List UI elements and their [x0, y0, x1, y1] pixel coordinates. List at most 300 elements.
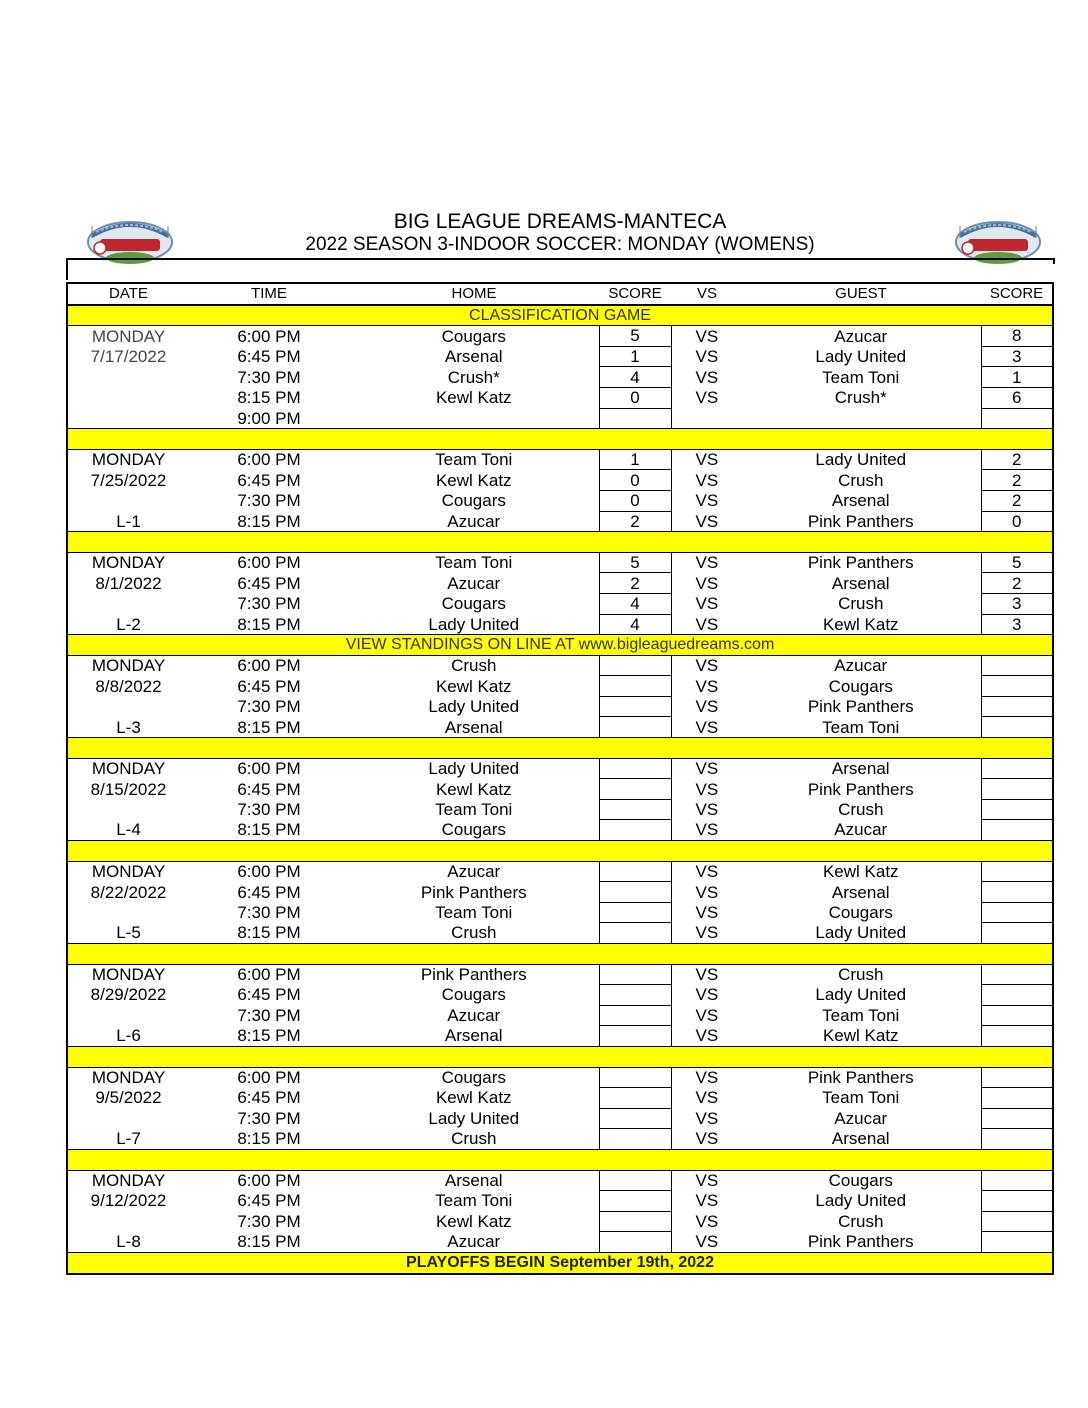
home-team: Kewl Katz — [435, 388, 512, 408]
game-time: 7:30 PM — [237, 1006, 301, 1026]
home-team: Azucar — [447, 862, 501, 882]
home-team: Pink Panthers — [420, 965, 527, 985]
header-frame — [66, 258, 1053, 280]
guest-score — [981, 882, 1053, 903]
game-time: 6:00 PM — [237, 553, 301, 573]
week-league: L-8 — [116, 1232, 141, 1252]
week-date: 8/8/2022 — [95, 676, 162, 696]
game-time: 7:30 PM — [237, 903, 301, 923]
week-separator — [67, 1046, 1053, 1067]
week-separator — [67, 841, 1053, 862]
home-team: Lady United — [428, 1109, 520, 1129]
guest-score: 3 — [981, 614, 1053, 635]
home-score — [599, 1067, 671, 1088]
guest-team: Pink Panthers — [807, 553, 914, 573]
game-time: 8:15 PM — [237, 511, 301, 531]
guest-score: 8 — [981, 326, 1053, 347]
guest-team: Arsenal — [831, 491, 890, 511]
home-team: Arsenal — [444, 1171, 503, 1191]
game-row — [67, 1129, 1053, 1150]
home-team: Lady United — [428, 697, 520, 717]
home-score — [599, 1211, 671, 1232]
game-row — [67, 1088, 1053, 1109]
game-time: 8:15 PM — [237, 717, 301, 737]
guest-team: Arsenal — [831, 573, 890, 593]
week-league: L-2 — [116, 614, 141, 634]
game-time: 6:00 PM — [237, 1171, 301, 1191]
guest-team: Arsenal — [831, 882, 890, 902]
guest-team: Kewl Katz — [822, 614, 899, 634]
game-row — [67, 676, 1053, 697]
home-score — [599, 1170, 671, 1191]
home-team: Lady United — [428, 759, 520, 779]
guest-team: Pink Panthers — [807, 697, 914, 717]
guest-team: Lady United — [815, 347, 907, 367]
home-score: 4 — [599, 367, 671, 388]
home-score: 5 — [599, 552, 671, 573]
game-row — [67, 655, 1053, 676]
game-time: 6:45 PM — [237, 573, 301, 593]
guest-team: Cougars — [828, 1171, 893, 1191]
game-time: 6:45 PM — [237, 882, 301, 902]
game-time: 8:15 PM — [237, 388, 301, 408]
guest-score: 2 — [981, 573, 1053, 594]
vs-label: VS — [695, 511, 719, 531]
guest-team: Pink Panthers — [807, 511, 914, 531]
home-score: 1 — [599, 346, 671, 367]
game-time: 6:00 PM — [237, 450, 301, 470]
vs-label: VS — [695, 965, 719, 985]
game-row — [67, 717, 1053, 738]
week-league: L-1 — [116, 511, 141, 531]
guest-score: 3 — [981, 346, 1053, 367]
guest-score — [981, 1088, 1053, 1109]
date-cell — [67, 408, 189, 429]
game-row — [67, 861, 1053, 882]
guest-team: Lady United — [815, 923, 907, 943]
guest-team: Arsenal — [831, 759, 890, 779]
home-score: 4 — [599, 593, 671, 614]
week-day: MONDAY — [91, 1171, 166, 1191]
game-time: 8:15 PM — [237, 614, 301, 634]
home-score — [599, 1005, 671, 1026]
game-time: 8:15 PM — [237, 1129, 301, 1149]
date-cell — [67, 1108, 189, 1129]
game-row — [67, 1232, 1053, 1253]
game-row — [67, 902, 1053, 923]
week-separator — [67, 429, 1053, 450]
guest-score — [981, 799, 1053, 820]
home-score — [599, 758, 671, 779]
game-row — [67, 1005, 1053, 1026]
week-date: 8/29/2022 — [90, 985, 167, 1005]
home-team: Cougars — [441, 985, 506, 1005]
vs-label: VS — [695, 326, 719, 346]
vs-label: VS — [695, 594, 719, 614]
date-cell — [67, 490, 189, 511]
guest-score — [981, 1026, 1053, 1047]
game-time: 6:45 PM — [237, 676, 301, 696]
date-cell — [67, 799, 189, 820]
week-date: 8/15/2022 — [90, 779, 167, 799]
guest-score — [981, 861, 1053, 882]
game-row — [67, 799, 1053, 820]
vs-label: VS — [695, 985, 719, 1005]
game-time: 7:30 PM — [237, 491, 301, 511]
classification-banner-text: CLASSIFICATION GAME — [67, 305, 1053, 326]
date-cell — [67, 367, 189, 388]
guest-score — [981, 408, 1053, 429]
week-league: L-6 — [116, 1026, 141, 1046]
vs-label: VS — [695, 388, 719, 408]
home-score — [599, 964, 671, 985]
game-time: 7:30 PM — [237, 367, 301, 387]
home-team: Cougars — [441, 820, 506, 840]
game-time: 6:45 PM — [237, 1088, 301, 1108]
standings-banner — [67, 635, 1053, 656]
schedule-table — [66, 282, 1054, 1275]
game-row — [67, 1191, 1053, 1212]
vs-label: VS — [695, 553, 719, 573]
guest-team — [741, 408, 981, 429]
guest-team: Kewl Katz — [822, 1026, 899, 1046]
guest-score — [981, 1005, 1053, 1026]
week-date: 7/17/2022 — [90, 347, 167, 367]
guest-score — [981, 758, 1053, 779]
week-date: 9/12/2022 — [90, 1191, 167, 1211]
game-time: 6:00 PM — [237, 326, 301, 346]
game-time: 7:30 PM — [237, 800, 301, 820]
standings-banner-text: VIEW STANDINGS ON LINE AT www.bigleaguedreams.com — [67, 635, 1053, 656]
home-team: Kewl Katz — [435, 1212, 512, 1232]
date-cell — [67, 387, 189, 408]
page-title: BIG LEAGUE DREAMS-MANTECA — [393, 210, 727, 233]
home-score — [599, 655, 671, 676]
week-day: MONDAY — [91, 326, 166, 346]
guest-team: Crush — [838, 470, 884, 490]
game-time: 7:30 PM — [237, 1109, 301, 1129]
vs-label: VS — [695, 1212, 719, 1232]
week-date: 8/1/2022 — [95, 573, 162, 593]
guest-score — [981, 1211, 1053, 1232]
home-score — [599, 696, 671, 717]
game-row — [67, 882, 1053, 903]
vs-label: VS — [695, 820, 719, 840]
game-row — [67, 408, 1053, 429]
game-time: 6:45 PM — [237, 985, 301, 1005]
game-time: 6:45 PM — [237, 470, 301, 490]
week-league: L-5 — [116, 923, 141, 943]
home-team: Team Toni — [435, 1191, 513, 1211]
game-row — [67, 387, 1053, 408]
col-home-score: SCORE — [599, 283, 671, 305]
guest-score — [981, 779, 1053, 800]
vs-label: VS — [695, 614, 719, 634]
game-time: 6:45 PM — [237, 347, 301, 367]
game-row — [67, 346, 1053, 367]
home-team: Kewl Katz — [435, 779, 512, 799]
guest-team: Crush — [838, 594, 884, 614]
column-header-row — [67, 283, 1053, 305]
home-score: 0 — [599, 490, 671, 511]
page-subtitle: 2022 SEASON 3-INDOOR SOCCER: MONDAY (WOMENS) — [305, 234, 815, 255]
week-separator — [67, 532, 1053, 553]
vs-label: VS — [695, 1068, 719, 1088]
home-team: Arsenal — [444, 1026, 503, 1046]
game-row — [67, 1067, 1053, 1088]
col-vs: VS — [671, 283, 741, 305]
home-team: Crush* — [447, 367, 500, 387]
week-day: MONDAY — [91, 450, 166, 470]
guest-team: Team Toni — [822, 717, 900, 737]
week-day: MONDAY — [91, 759, 166, 779]
week-separator — [67, 944, 1053, 965]
home-score — [599, 882, 671, 903]
vs-label: VS — [695, 779, 719, 799]
home-team: Crush — [451, 656, 497, 676]
vs-label: VS — [695, 1191, 719, 1211]
guest-team: Crush — [838, 965, 884, 985]
home-score: 0 — [599, 387, 671, 408]
game-row — [67, 367, 1053, 388]
game-row — [67, 470, 1053, 491]
home-score: 2 — [599, 511, 671, 532]
home-score — [599, 779, 671, 800]
guest-team: Cougars — [828, 903, 893, 923]
date-cell — [67, 696, 189, 717]
week-day: MONDAY — [91, 553, 166, 573]
guest-team: Team Toni — [822, 367, 900, 387]
home-score: 4 — [599, 614, 671, 635]
vs-label: VS — [695, 697, 719, 717]
home-team: Crush — [451, 1129, 497, 1149]
home-score: 0 — [599, 470, 671, 491]
guest-score: 0 — [981, 511, 1053, 532]
week-league: L-4 — [116, 820, 141, 840]
guest-team: Pink Panthers — [807, 779, 914, 799]
home-team: Crush — [451, 923, 497, 943]
guest-score — [981, 1232, 1053, 1253]
home-score — [599, 799, 671, 820]
guest-score — [981, 1108, 1053, 1129]
guest-team: Team Toni — [822, 1088, 900, 1108]
game-row — [67, 1211, 1053, 1232]
home-score — [599, 923, 671, 944]
game-row — [67, 758, 1053, 779]
home-team: Team Toni — [435, 450, 513, 470]
week-day: MONDAY — [91, 965, 166, 985]
guest-score — [981, 820, 1053, 841]
game-time: 9:00 PM — [237, 408, 301, 428]
home-team: Lady United — [428, 614, 520, 634]
game-time: 6:45 PM — [237, 1191, 301, 1211]
vs-label — [671, 408, 741, 429]
game-time: 7:30 PM — [237, 594, 301, 614]
vs-label: VS — [695, 759, 719, 779]
guest-score — [981, 676, 1053, 697]
week-separator — [67, 738, 1053, 759]
week-league: L-3 — [116, 717, 141, 737]
game-row — [67, 573, 1053, 594]
game-row — [67, 985, 1053, 1006]
home-score — [599, 820, 671, 841]
home-score — [599, 1026, 671, 1047]
home-team: Pink Panthers — [420, 882, 527, 902]
home-score — [599, 861, 671, 882]
game-row — [67, 1026, 1053, 1047]
date-cell — [67, 1211, 189, 1232]
guest-team: Pink Panthers — [807, 1232, 914, 1252]
week-date: 9/5/2022 — [95, 1088, 162, 1108]
vs-label: VS — [695, 656, 719, 676]
vs-label: VS — [695, 347, 719, 367]
guest-score: 3 — [981, 593, 1053, 614]
game-row — [67, 779, 1053, 800]
home-score — [599, 985, 671, 1006]
guest-team: Azucar — [834, 820, 888, 840]
home-team: Team Toni — [435, 800, 513, 820]
game-row — [67, 593, 1053, 614]
guest-score: 6 — [981, 387, 1053, 408]
home-score: 5 — [599, 326, 671, 347]
guest-score: 1 — [981, 367, 1053, 388]
home-score — [599, 1191, 671, 1212]
home-team: Team Toni — [435, 553, 513, 573]
vs-label: VS — [695, 1129, 719, 1149]
guest-team: Team Toni — [822, 1006, 900, 1026]
home-score — [599, 1232, 671, 1253]
home-score — [599, 408, 671, 429]
vs-label: VS — [695, 367, 719, 387]
game-row — [67, 820, 1053, 841]
week-day: MONDAY — [91, 656, 166, 676]
vs-label: VS — [695, 491, 719, 511]
col-date: DATE — [67, 283, 189, 305]
guest-team: Cougars — [828, 676, 893, 696]
week-day: MONDAY — [91, 1068, 166, 1088]
game-row — [67, 964, 1053, 985]
game-time: 7:30 PM — [237, 697, 301, 717]
guest-score — [981, 923, 1053, 944]
vs-label: VS — [695, 800, 719, 820]
game-row — [67, 614, 1053, 635]
guest-score — [981, 1067, 1053, 1088]
home-score — [599, 1129, 671, 1150]
col-time: TIME — [189, 283, 349, 305]
game-time: 6:00 PM — [237, 1068, 301, 1088]
vs-label: VS — [695, 573, 719, 593]
vs-label: VS — [695, 1088, 719, 1108]
vs-label: VS — [695, 882, 719, 902]
vs-label: VS — [695, 450, 719, 470]
home-team: Arsenal — [444, 347, 503, 367]
vs-label: VS — [695, 1171, 719, 1191]
home-team — [349, 408, 599, 429]
vs-label: VS — [695, 1232, 719, 1252]
guest-team: Lady United — [815, 450, 907, 470]
game-row — [67, 490, 1053, 511]
home-team: Cougars — [441, 594, 506, 614]
guest-team: Crush — [838, 800, 884, 820]
home-score — [599, 676, 671, 697]
game-row — [67, 696, 1053, 717]
home-team: Cougars — [441, 326, 506, 346]
guest-team: Lady United — [815, 1191, 907, 1211]
home-team: Azucar — [447, 1006, 501, 1026]
game-row — [67, 326, 1053, 347]
vs-label: VS — [695, 1006, 719, 1026]
date-cell — [67, 593, 189, 614]
game-time: 6:00 PM — [237, 862, 301, 882]
guest-team: Pink Panthers — [807, 1068, 914, 1088]
home-team: Azucar — [447, 1232, 501, 1252]
vs-label: VS — [695, 923, 719, 943]
game-time: 7:30 PM — [237, 1212, 301, 1232]
game-row — [67, 511, 1053, 532]
home-team: Kewl Katz — [435, 1088, 512, 1108]
home-team: Kewl Katz — [435, 470, 512, 490]
guest-score — [981, 696, 1053, 717]
vs-label: VS — [695, 470, 719, 490]
guest-score: 5 — [981, 552, 1053, 573]
week-day: MONDAY — [91, 862, 166, 882]
home-score — [599, 1088, 671, 1109]
guest-team: Crush — [838, 1212, 884, 1232]
week-date: 7/25/2022 — [90, 470, 167, 490]
home-team: Cougars — [441, 1068, 506, 1088]
guest-score — [981, 1191, 1053, 1212]
guest-score — [981, 717, 1053, 738]
home-team: Azucar — [447, 573, 501, 593]
vs-label: VS — [695, 676, 719, 696]
guest-score — [981, 902, 1053, 923]
game-row — [67, 923, 1053, 944]
guest-team: Azucar — [834, 1109, 888, 1129]
vs-label: VS — [695, 1109, 719, 1129]
playoffs-banner-text: PLAYOFFS BEGIN September 19th, 2022 — [67, 1252, 1053, 1273]
home-team: Team Toni — [435, 903, 513, 923]
home-team: Kewl Katz — [435, 676, 512, 696]
week-date: 8/22/2022 — [90, 882, 167, 902]
guest-score — [981, 964, 1053, 985]
vs-label: VS — [695, 717, 719, 737]
home-score — [599, 717, 671, 738]
home-score: 1 — [599, 449, 671, 470]
guest-score — [981, 1170, 1053, 1191]
playoffs-banner — [67, 1252, 1053, 1273]
game-time: 6:00 PM — [237, 759, 301, 779]
game-time: 8:15 PM — [237, 820, 301, 840]
game-time: 6:45 PM — [237, 779, 301, 799]
home-team: Arsenal — [444, 717, 503, 737]
game-row — [67, 1108, 1053, 1129]
classification-banner — [67, 305, 1053, 326]
game-time: 6:00 PM — [237, 965, 301, 985]
guest-score — [981, 655, 1053, 676]
guest-team: Azucar — [834, 656, 888, 676]
guest-score: 2 — [981, 470, 1053, 491]
date-cell — [67, 1005, 189, 1026]
game-time: 8:15 PM — [237, 1232, 301, 1252]
home-score — [599, 902, 671, 923]
game-time: 8:15 PM — [237, 923, 301, 943]
guest-team: Crush* — [834, 388, 887, 408]
game-row — [67, 552, 1053, 573]
vs-label: VS — [695, 903, 719, 923]
home-score — [599, 1108, 671, 1129]
guest-team: Lady United — [815, 985, 907, 1005]
game-row — [67, 449, 1053, 470]
